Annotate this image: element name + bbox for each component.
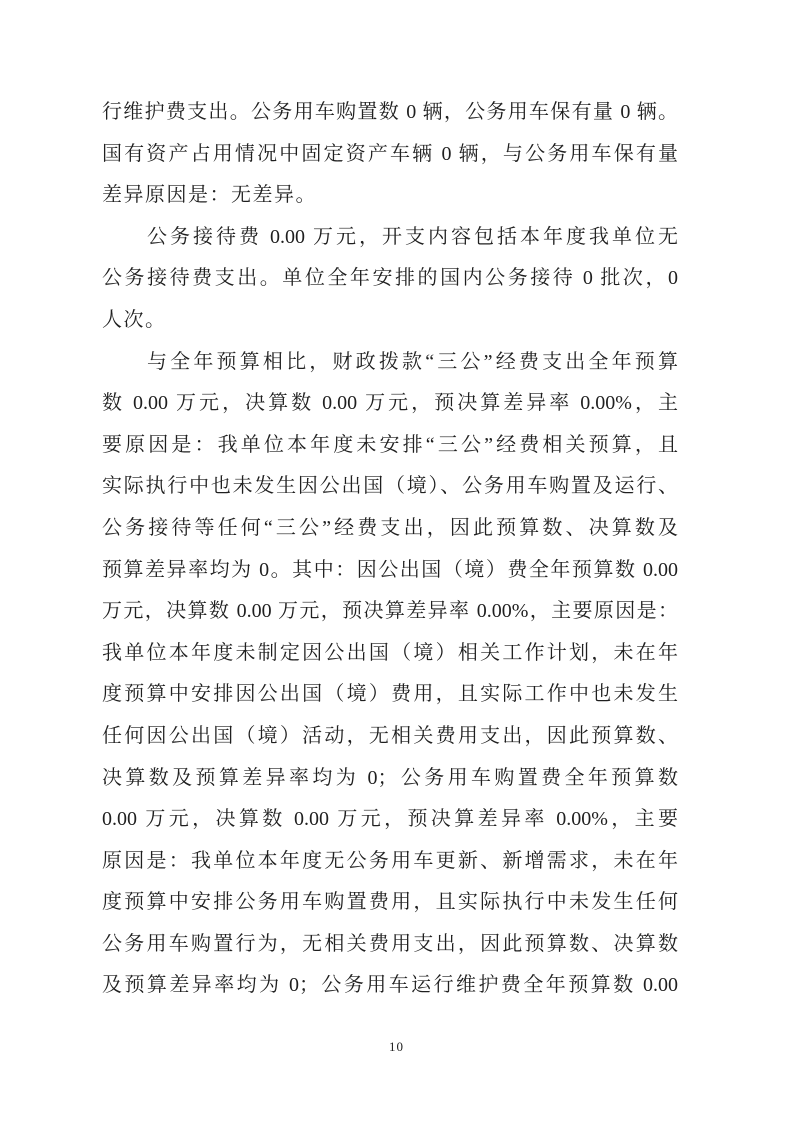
text-line: 实际执行中也未发生因公出国（境）、公务用车购置及运行、 [102, 475, 678, 498]
text-line: 数 0.00 万元，决算数 0.00 万元，预决算差异率 0.00%，主 [102, 392, 678, 415]
document-body [102, 92, 678, 1007]
text-line: 与全年预算相比，财政拨款“三公”经费支出全年预算 [147, 350, 678, 373]
text-line: 决算数及预算差异率均为 0；公务用车购置费全年预算数 [102, 766, 678, 789]
text-line: 公务用车购置行为，无相关费用支出，因此预算数、决算数 [102, 932, 678, 955]
text-line: 度预算中安排因公出国（境）费用，且实际工作中也未发生 [102, 683, 678, 706]
text-line: 公务接待等任何“三公”经费支出，因此预算数、决算数及 [102, 516, 678, 539]
text-line: 原因是：我单位本年度无公务用车更新、新增需求，未在年 [102, 849, 678, 872]
text-line: 行维护费支出。公务用车购置数 0 辆，公务用车保有量 0 辆。 [102, 101, 678, 123]
page-number: 10 [389, 1039, 404, 1054]
text-line: 及预算差异率均为 0；公务用车运行维护费全年预算数 0.00 [102, 974, 678, 997]
text-line: 任何因公出国（境）活动，无相关费用支出，因此预算数、 [102, 724, 678, 747]
text-line: 预算差异率均为 0。其中：因公出国（境）费全年预算数 0.00 [102, 558, 678, 581]
text-line: 万元，决算数 0.00 万元，预决算差异率 0.00%，主要原因是： [102, 600, 678, 623]
text-line: 公务接待费支出。单位全年安排的国内公务接待 0 批次，0 [102, 267, 678, 290]
text-line: 我单位本年度未制定因公出国（境）相关工作计划，未在年 [102, 641, 678, 664]
text-line: 公务接待费 0.00 万元，开支内容包括本年度我单位无 [147, 225, 678, 248]
text-line: 0.00 万元，决算数 0.00 万元，预决算差异率 0.00%，主要 [102, 808, 678, 831]
page-footer [0, 1038, 793, 1056]
text-line: 度预算中安排公务用车购置费用，且实际执行中未发生任何 [102, 891, 678, 914]
text-line: 国有资产占用情况中固定资产车辆 0 辆，与公务用车保有量 [102, 142, 678, 165]
text-line: 要原因是：我单位本年度未安排“三公”经费相关预算，且 [102, 433, 678, 456]
text-line: 差异原因是：无差异。 [102, 184, 317, 207]
text-line: 人次。 [102, 308, 167, 331]
